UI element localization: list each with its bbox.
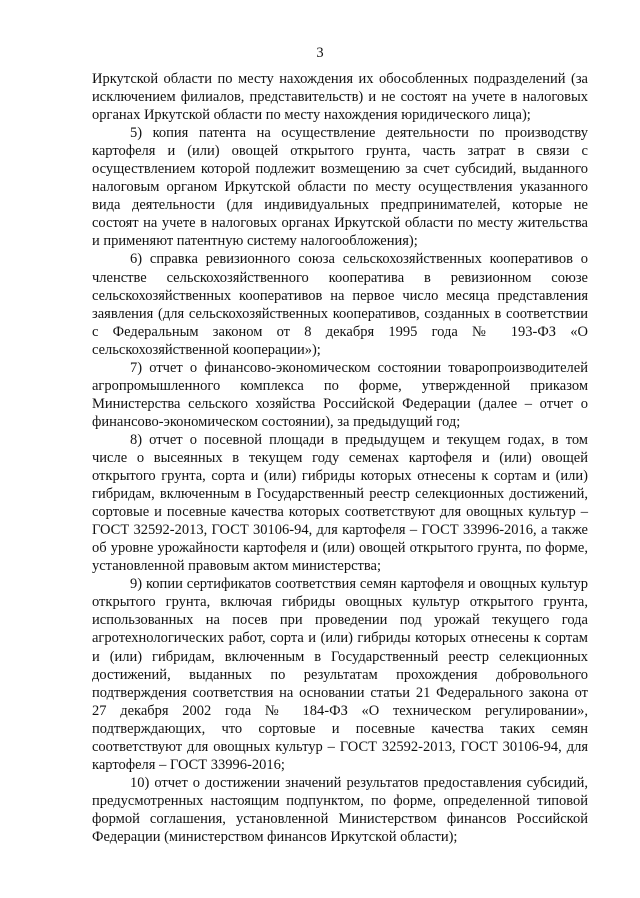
paragraph-item-6: 6) справка ревизионного союза сельскохозяйственных кооперативов о членстве сельскохозяйственного кооператива в ревизионном союзе сельскохозяйственных кооперативов на первое число месяца представления заявления (для сельскохозяйственных кооперативов, созданных в соответствии с Федеральным законом от 8 декабря 1995 года № 193-ФЗ «О сельскохозяйственной кооперации»); xyxy=(92,251,588,358)
paragraph-item-8: 8) отчет о посевной площади в предыдущем и текущем годах, в том числе о высеянных в текущем году семенах картофеля и (или) овощей открытого грунта, сорта и (или) гибриды которых отнесены к сортам и (или) гибридам, включенным в Государственный реестр селекционных достижений, сортовые и посевные качества которых соответствуют для овощных культур – ГОСТ 32592-2013, ГОСТ 30106-94, для картофеля – ГОСТ 33996-2016, а также об уровне урожайности картофеля и (или) овощей открытого грунта, по форме, установленной правовым актом министерства; xyxy=(92,431,588,575)
page-number: 3 xyxy=(316,45,324,61)
paragraph-item-7: 7) отчет о финансово-экономическом состоянии товаропроизводителей агропромышленного комплекса по форме, утвержденной приказом Министерства сельского хозяйства Российской Федерации (далее – отчет о финансово-экономическом состоянии), за предыдущий год; xyxy=(92,359,588,430)
document-body xyxy=(92,70,588,846)
paragraph-item-10: 10) отчет о достижении значений результатов предоставления субсидий, предусмотренных настоящим подпунктом, по форме, определенной типовой формой соглашения, установленной Министерством финансов Российской Федерации (министерством финансов Иркутской области); xyxy=(92,774,588,845)
paragraph-item-9: 9) копии сертификатов соответствия семян картофеля и овощных культур открытого грунта, включая гибриды овощных культур открытого грунта, использованных на посев при проведении под урожай текущего года агротехнологических работ, сорта и (или) гибриды которых отнесены к сортам и (или) гибридам, включенным в Государственный реестр селекционных достижений, выданных по результатам прохождения добровольного подтверждения соответствия на основании статьи 21 Федерального закона от 27 декабря 2002 года № 184-ФЗ «О техническом регулировании», подтверждающих, что сортовые и посевные качества таких семян соответствуют для овощных культур – ГОСТ 32592-2013, ГОСТ 30106-94, для картофеля – ГОСТ 33996-2016; xyxy=(92,576,588,773)
paragraph-continuation: Иркутской области по месту нахождения их обособленных подразделений (за исключением филиалов, представительств) и не состоят на учете в налоговых органах Иркутской области по месту нахождения юридического лица); xyxy=(92,71,588,124)
paragraph-item-5: 5) копия патента на осуществление деятельности по производству картофеля и (или) овощей открытого грунта, часть затрат в связи с осуществлением которой подлежит возмещению за счет субсидий, выданного налоговым органом Иркутской области по месту осуществления указанного вида деятельности (для индивидуальных предпринимателей, которые не состоят на учете в налоговых органах Иркутской области по месту жительства и применяют патентную систему налогообложения); xyxy=(92,125,588,250)
